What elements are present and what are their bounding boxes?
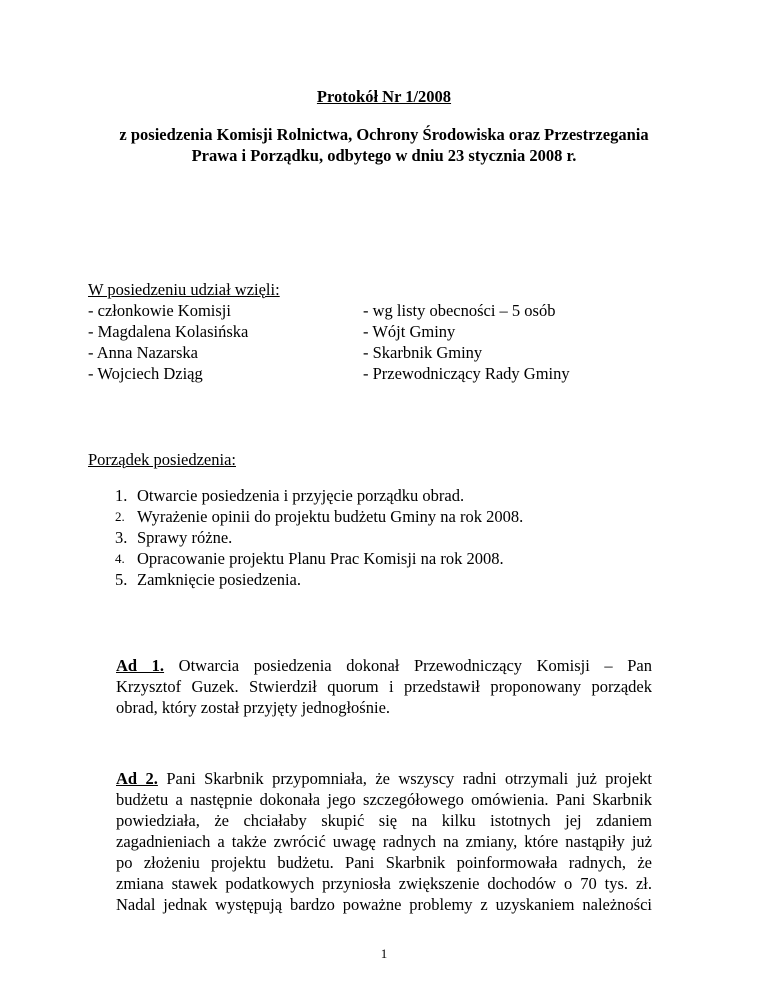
agenda-item-text: Wyrażenie opinii do projektu budżetu Gminy na rok 2008. [137, 507, 524, 526]
attendee: - wg listy obecności – 5 osób [363, 301, 556, 320]
attendee: - Magdalena Kolasińska [88, 322, 249, 341]
section-ad-2 [116, 768, 652, 915]
paragraph-line: po złożeniu projektu budżetu. Pani Skarbnik poinformowała radnych, że [116, 853, 652, 872]
subtitle-line: Prawa i Porządku, odbytego w dniu 23 stycznia 2008 r. [191, 146, 577, 165]
attendee: - członkowie Komisji [88, 301, 231, 320]
agenda-item [115, 548, 523, 569]
paragraph-line: obrad, który został przyjęty jednogłośnie. [116, 698, 391, 717]
agenda-item-number: 5. [115, 570, 128, 589]
agenda-item-text: Opracowanie projektu Planu Prac Komisji na rok 2008. [137, 549, 504, 568]
agenda-item-number: 4. [115, 551, 125, 566]
paragraph-line [116, 768, 652, 789]
section-label: Ad 1. [116, 656, 165, 675]
title-text: Protokół Nr 1/2008 [316, 87, 452, 106]
attendance-left-column [88, 279, 280, 384]
agenda-item-number: 2. [115, 509, 125, 524]
paragraph-line: budżetu a następnie dokonała jego szczegółowego omówienia. Pani Skarbnik [116, 790, 652, 809]
attendance-heading: W posiedzeniu udział wzięli: [88, 280, 280, 299]
agenda-item-text: Sprawy różne. [137, 528, 233, 547]
section-label: Ad 2. [116, 769, 158, 788]
paragraph-text: Pani Skarbnik przypomniała, że wszyscy radni otrzymali już projekt [166, 769, 652, 788]
paragraph-line: Krzysztof Guzek. Stwierdził quorum i przedstawił proponowany porządek [116, 677, 652, 696]
attendee: - Anna Nazarska [88, 343, 198, 362]
subtitle-line: z posiedzenia Komisji Rolnictwa, Ochrony Środowiska oraz Przestrzegania [119, 125, 649, 144]
paragraph-line: Nadal jednak występują bardzo poważne problemy z uzyskaniem należności [116, 895, 652, 914]
paragraph-line: zmiana stawek podatkowych przyniosła zwiększenie dochodów o 70 tys. zł. [116, 874, 652, 893]
attendee: - Przewodniczący Rady Gminy [363, 364, 570, 383]
attendee: - Wojciech Dziąg [88, 364, 203, 383]
agenda-item [115, 485, 523, 506]
agenda-item-number: 3. [115, 528, 128, 547]
document-subtitle [100, 124, 668, 166]
paragraph-text: Otwarcia posiedzenia dokonał Przewodniczący Komisji – Pan [178, 656, 652, 675]
paragraph-line: powiedziała, że chciałaby skupić się na kilku istotnych jej zdaniem [116, 811, 652, 830]
paragraph-line: zagadnieniach a także zwrócić uwagę radnych na zmiany, które nastąpiły już [116, 832, 652, 851]
attendance-right-column [363, 300, 570, 384]
agenda-item [115, 569, 523, 590]
document-title [0, 86, 768, 107]
section-ad-1 [116, 655, 652, 718]
page-number: 1 [380, 946, 388, 961]
agenda-item-number: 1. [115, 486, 128, 505]
attendee: - Skarbnik Gminy [363, 343, 483, 362]
agenda-item-text: Otwarcie posiedzenia i przyjęcie porządku obrad. [137, 486, 465, 505]
agenda-item [115, 527, 523, 548]
attendee: - Wójt Gminy [363, 322, 456, 341]
paragraph-line [116, 655, 652, 676]
agenda-heading: Porządek posiedzenia: [88, 450, 236, 469]
agenda-item-text: Zamknięcie posiedzenia. [137, 570, 302, 589]
agenda-item [115, 506, 523, 527]
agenda-list [115, 485, 523, 590]
